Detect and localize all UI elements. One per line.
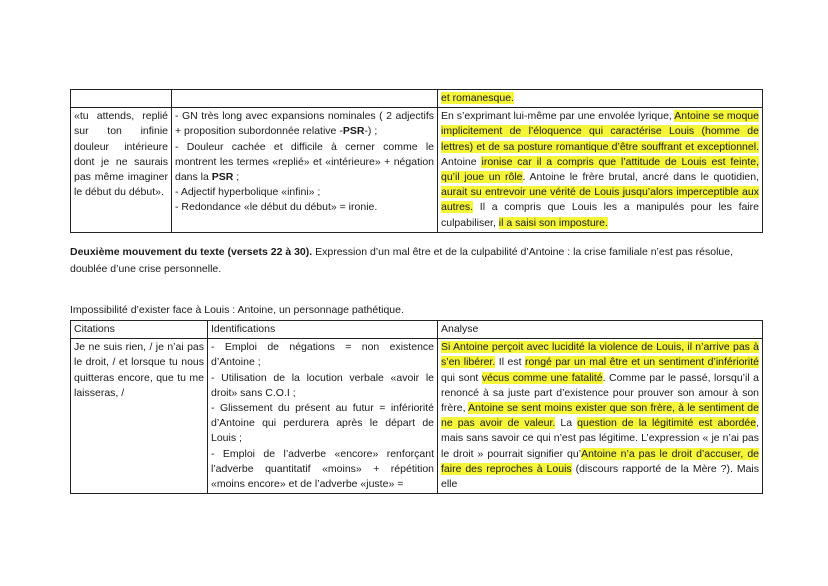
ident-line: - Glissement du présent au futur = infériorité d’Antoine qui perdurera après le départ de Louis ; (211, 402, 434, 445)
table-caption: Impossibilité d’exister face à Louis : Antoine, un personnage pathétique. (70, 304, 404, 316)
identification-cell (208, 339, 438, 494)
section-heading: Deuxième mouvement du texte (versets 22 à 30). (70, 246, 313, 258)
identification-cell (172, 108, 438, 233)
analysis-cell: Si Antoine perçoit avec lucidité la violence de Louis, il n’arrive pas à s’en libérer. Il est rongé par un mal être et un sentiment d’infériorité qui sont vécus comme une fatalité. Comme par le passé, lorsqu’il a renoncé à sa juste part d’existence pour prouver son amour à son frère, Antoine se sent moins exister que son frère, à le sentiment de ne pas avoir de valeur. La question de la légitimité est abordée, mais sans savoir ce qui n’est pas légitime. L’expression « je n’ai pas le droit » pourrait signifier qu’Antoine n’a pas le droit d’accuser, de faire des reproches à Louis (discours rapporté de la Mère ?). Mais elle (438, 339, 763, 494)
ident-line: - Utilisation de la locution verbale «avoir le droit» sans C.O.I ; (211, 371, 434, 399)
ident-line: - GN très long avec expansions nominales ( 2 adjectifs + proposition subordonnée relative -PSR-) ; (175, 110, 434, 138)
citation-cell: Je ne suis rien, / je n’ai pas le droit, / et lorsque tu nous quitteras encore, que tu me laisseras, / (71, 339, 208, 494)
column-header-citations: Citations (71, 321, 208, 339)
table-header-row (71, 321, 763, 339)
ident-line: - Emploi de l’adverbe «encore» renforçant l’adverbe quantitatif «moins» + répétition «moins encore» et de l’adverbe «juste» = (211, 447, 434, 491)
ident-line: - Redondance «le début du début» = ironie. (175, 201, 378, 214)
column-header-identifications: Identifications (208, 321, 438, 339)
highlighted-text: et romanesque. (441, 92, 514, 104)
identification-cell (172, 90, 438, 108)
column-header-analyse: Analyse (438, 321, 763, 339)
ident-line: - Adjectif hyperbolique «infini» ; (175, 186, 321, 199)
citation-cell: «tu attends, replié sur ton infinie douleur intérieure dont je ne saurais pas même imaginer le début du début». (71, 108, 172, 233)
ident-line: - Douleur cachée et difficile à cerner comme le montrent les termes «replié» et «intérieure» + négation dans la PSR ; (175, 140, 434, 184)
table-row (71, 339, 763, 494)
table-row (71, 108, 763, 233)
table-movement-1 (70, 89, 763, 233)
ident-line: - Emploi de négations = non existence d’Antoine ; (211, 341, 434, 369)
analysis-cell (438, 90, 763, 108)
section-heading-paragraph (70, 244, 762, 278)
table-movement-2 (70, 320, 763, 494)
section-description: Expression d’un mal être et de la culpabilité d’Antoine : la crise familiale n’est pas résolue, doublée d’une crise personnelle. (70, 246, 733, 275)
citation-cell (71, 90, 172, 108)
analysis-cell: En s’exprimant lui-même par une envolée lyrique, Antoine se moque implicitement de l’éloquence qui caractérise Louis (homme de lettres) et de sa posture romantique d’être souffrant et exceptionnel. Antoine ironise car il a compris que l’attitude de Louis est feinte, qu’il joue un rôle. Antoine le frère brutal, ancré dans le quotidien, aurait su entrevoir une vérité de Louis jusqu’alors imperceptible aux autres. Il a compris que Louis les a manipulés pour les faire culpabiliser, il a saisi son imposture. (438, 108, 763, 233)
table-row (71, 90, 763, 108)
